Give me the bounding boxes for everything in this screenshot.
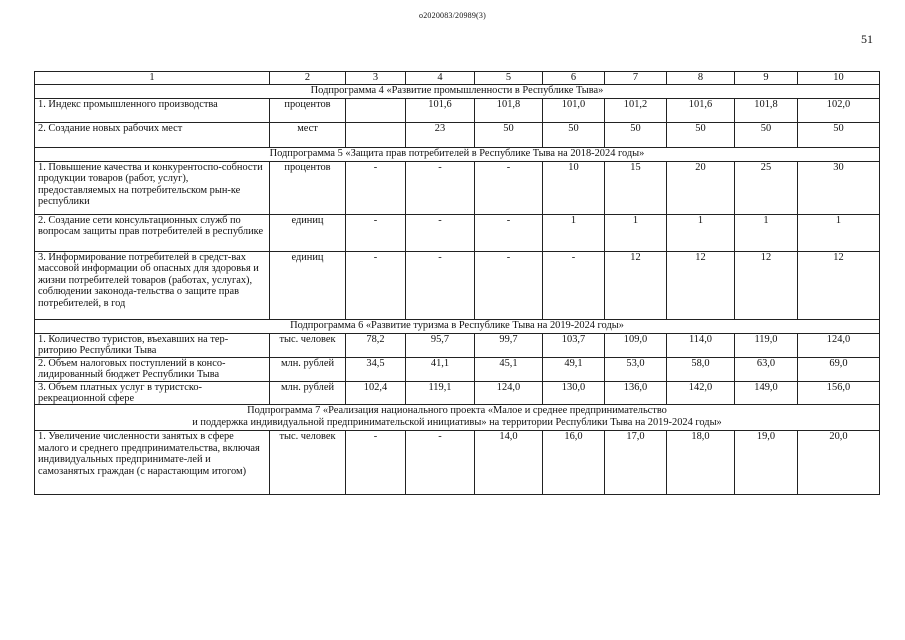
indicator-unit: единиц — [270, 252, 346, 320]
subprogram-title-line: Подпрограмма 4 «Развитие промышленности в Республике Тыва» — [310, 85, 604, 96]
indicator-value: 41,1 — [406, 357, 475, 381]
indicator-unit: млн. рублей — [270, 357, 346, 381]
indicator-value: 23 — [406, 123, 475, 148]
subprogram-title — [35, 320, 880, 334]
indicator-value: 95,7 — [406, 334, 475, 358]
indicator-unit: процентов — [270, 162, 346, 215]
indicator-row — [35, 357, 880, 381]
subprogram-title-line: и поддержка индивидуальной предпринимательской инициативы» на территории Республики Тыва на 2019-2024 годы» — [192, 416, 722, 428]
indicator-value: 101,6 — [667, 99, 735, 123]
indicator-value: 12 — [798, 252, 880, 320]
column-number-cell: 3 — [346, 72, 406, 85]
indicator-value: 101,8 — [735, 99, 798, 123]
indicator-row — [35, 381, 880, 405]
subprogram-title-row — [35, 85, 880, 99]
indicator-value: - — [406, 431, 475, 495]
indicator-name: 1. Увеличение численности занятых в сфере малого и среднего предпринимательства, включая индивидуальных предпринимате-лей и самозанятых граждан (с нарастающим итогом) — [35, 431, 270, 495]
indicator-value: 49,1 — [543, 357, 605, 381]
column-number-cell: 5 — [475, 72, 543, 85]
indicator-value: 102,0 — [798, 99, 880, 123]
indicator-value: 50 — [667, 123, 735, 148]
indicator-value: - — [346, 215, 406, 252]
indicator-row — [35, 334, 880, 358]
indicator-value: 119,0 — [735, 334, 798, 358]
indicator-row — [35, 431, 880, 495]
indicator-value: 99,7 — [475, 334, 543, 358]
indicator-value — [346, 99, 406, 123]
indicator-value: 1 — [735, 215, 798, 252]
indicator-value: 1 — [798, 215, 880, 252]
indicator-value: 17,0 — [605, 431, 667, 495]
indicator-value: 114,0 — [667, 334, 735, 358]
indicator-value: 1 — [605, 215, 667, 252]
indicators-table — [34, 71, 880, 495]
indicator-unit: единиц — [270, 215, 346, 252]
indicator-unit: мест — [270, 123, 346, 148]
subprogram-title-row — [35, 405, 880, 431]
column-number-row — [35, 72, 880, 85]
subprogram-title-line: Подпрограмма 6 «Развитие туризма в Республике Тыва на 2019-2024 годы» — [290, 320, 624, 331]
indicator-row — [35, 99, 880, 123]
indicator-value: 63,0 — [735, 357, 798, 381]
indicator-value: 16,0 — [543, 431, 605, 495]
column-number-cell: 2 — [270, 72, 346, 85]
page-number: 51 — [861, 32, 873, 46]
indicator-value: - — [346, 162, 406, 215]
column-number-cell: 6 — [543, 72, 605, 85]
indicator-name: 1. Повышение качества и конкурентоспо-собности продукции товаров (работ, услуг), предоставляемых на потребительском рын-ке республики — [35, 162, 270, 215]
indicator-value: - — [406, 215, 475, 252]
indicator-name: 1. Количество туристов, въехавших на тер-риторию Республики Тыва — [35, 334, 270, 358]
indicator-name: 1. Индекс промышленного производства — [35, 99, 270, 123]
indicator-value: 124,0 — [475, 381, 543, 405]
indicator-value: 101,0 — [543, 99, 605, 123]
indicator-value: 50 — [735, 123, 798, 148]
indicator-name: 3. Информирование потребителей в средст-вах массовой информации об опасных для здоровья и жизни потребителей товаров (работах, услугах), соблюдении законода-тельства о защите прав потребителей, в год — [35, 252, 270, 320]
document-id: o2020083/20989(3) — [419, 11, 486, 20]
subprogram-title — [35, 85, 880, 99]
indicator-value: - — [406, 252, 475, 320]
indicator-value — [346, 123, 406, 148]
indicator-value: 130,0 — [543, 381, 605, 405]
column-number-cell: 9 — [735, 72, 798, 85]
indicator-value: 50 — [798, 123, 880, 148]
indicator-value: 1 — [667, 215, 735, 252]
indicator-value: 50 — [543, 123, 605, 148]
subprogram-title — [35, 148, 880, 162]
indicator-value: 103,7 — [543, 334, 605, 358]
indicator-value: - — [475, 215, 543, 252]
indicator-name: 2. Создание новых рабочих мест — [35, 123, 270, 148]
indicator-value: 109,0 — [605, 334, 667, 358]
indicator-value: 119,1 — [406, 381, 475, 405]
indicator-value: 1 — [543, 215, 605, 252]
indicator-value: 101,6 — [406, 99, 475, 123]
indicator-row — [35, 252, 880, 320]
indicator-name: 2. Создание сети консультационных служб по вопросам защиты прав потребителей в республике — [35, 215, 270, 252]
indicator-value: 12 — [667, 252, 735, 320]
indicator-value: 142,0 — [667, 381, 735, 405]
indicator-value: - — [406, 162, 475, 215]
indicator-unit: тыс. человек — [270, 334, 346, 358]
indicator-row — [35, 123, 880, 148]
indicator-value: 12 — [605, 252, 667, 320]
indicator-value: 101,2 — [605, 99, 667, 123]
indicator-value: 53,0 — [605, 357, 667, 381]
subprogram-title-row — [35, 148, 880, 162]
indicator-value: 101,8 — [475, 99, 543, 123]
indicator-name: 3. Объем платных услуг в туристско-рекреационной сфере — [35, 381, 270, 405]
indicator-value: 156,0 — [798, 381, 880, 405]
indicator-row — [35, 162, 880, 215]
indicator-unit: млн. рублей — [270, 381, 346, 405]
subprogram-title-line: Подпрограмма 7 «Реализация национального проекта «Малое и среднее предпринимательство — [247, 405, 667, 417]
indicator-value: 10 — [543, 162, 605, 215]
indicator-value: - — [543, 252, 605, 320]
indicator-value: 78,2 — [346, 334, 406, 358]
indicator-value: 58,0 — [667, 357, 735, 381]
indicator-value: 45,1 — [475, 357, 543, 381]
indicator-value: 102,4 — [346, 381, 406, 405]
indicator-value: 25 — [735, 162, 798, 215]
indicator-value: 136,0 — [605, 381, 667, 405]
indicator-value: 15 — [605, 162, 667, 215]
indicator-value: 124,0 — [798, 334, 880, 358]
indicator-value: 12 — [735, 252, 798, 320]
column-number-cell: 1 — [35, 72, 270, 85]
indicator-value: 149,0 — [735, 381, 798, 405]
indicator-value: - — [475, 162, 543, 215]
column-number-cell: 10 — [798, 72, 880, 85]
column-number-cell: 8 — [667, 72, 735, 85]
indicator-value: - — [346, 252, 406, 320]
indicator-value: 14,0 — [475, 431, 543, 495]
indicator-value: 69,0 — [798, 357, 880, 381]
indicator-value: 18,0 — [667, 431, 735, 495]
indicator-row — [35, 215, 880, 252]
indicator-unit: тыс. человек — [270, 431, 346, 495]
column-number-cell: 4 — [406, 72, 475, 85]
indicator-value: 50 — [475, 123, 543, 148]
indicator-value: 34,5 — [346, 357, 406, 381]
subprogram-title-line: Подпрограмма 5 «Защита прав потребителей в Республике Тыва на 2018-2024 годы» — [269, 148, 645, 159]
indicator-value: 30 — [798, 162, 880, 215]
indicator-unit: процентов — [270, 99, 346, 123]
indicator-value: - — [475, 252, 543, 320]
indicator-value: 50 — [605, 123, 667, 148]
indicator-value: 20,0 — [798, 431, 880, 495]
column-number-cell: 7 — [605, 72, 667, 85]
indicator-value: - — [346, 431, 406, 495]
indicator-name: 2. Объем налоговых поступлений в консо-лидированный бюджет Республики Тыва — [35, 357, 270, 381]
indicator-value: 20 — [667, 162, 735, 215]
indicator-value: 19,0 — [735, 431, 798, 495]
subprogram-title — [35, 405, 880, 431]
subprogram-title-row — [35, 320, 880, 334]
